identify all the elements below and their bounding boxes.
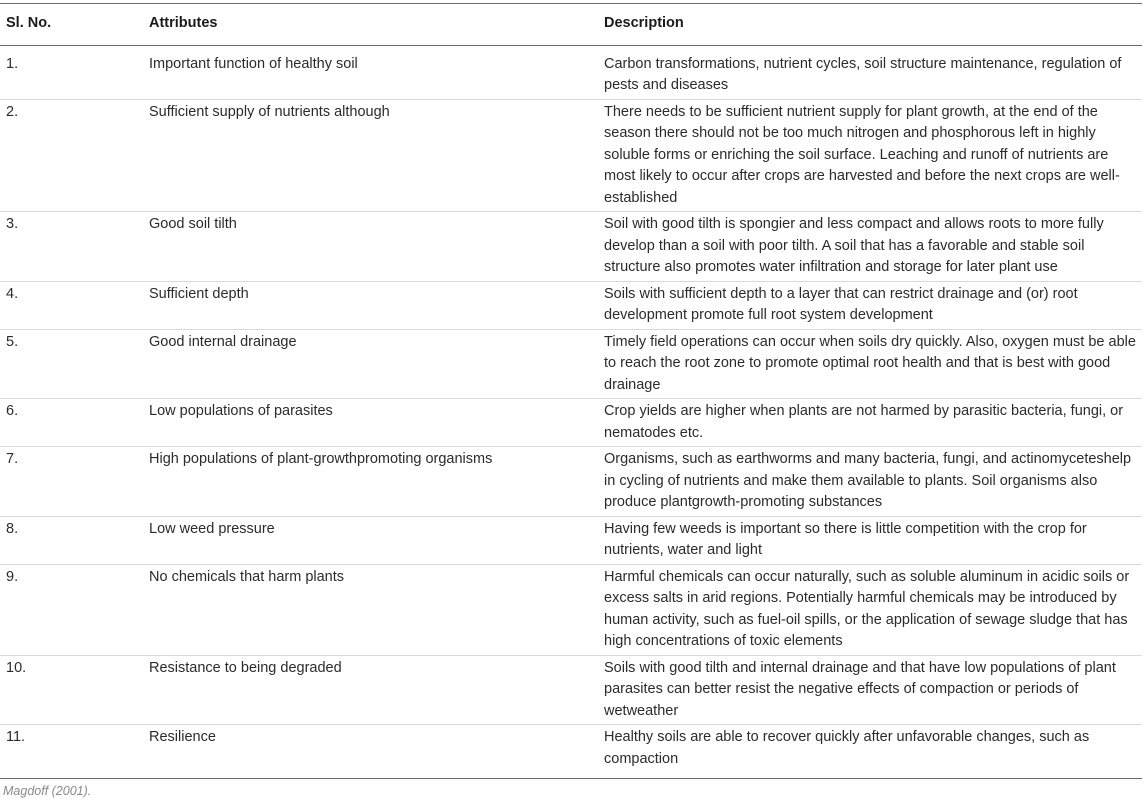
row-attribute: Sufficient depth	[143, 281, 598, 329]
table-row	[0, 399, 1142, 447]
table-row	[0, 45, 1142, 99]
table-row	[0, 99, 1142, 212]
header-sl-no: Sl. No.	[0, 4, 143, 46]
row-number: 2.	[0, 99, 143, 212]
row-description: Harmful chemicals can occur naturally, such as soluble aluminum in acidic soils or excess salts in arid regions. Potentially harmful chemicals may be introduced by human activity, such as fuel-oil spills, or the application of sewage sludge that has high concentrations of toxic elements	[598, 564, 1142, 655]
row-description: Crop yields are higher when plants are not harmed by parasitic bacteria, fungi, or nematodes etc.	[598, 399, 1142, 447]
row-attribute: Good soil tilth	[143, 212, 598, 282]
row-description: Soils with sufficient depth to a layer that can restrict drainage and (or) root development promote full root system development	[598, 281, 1142, 329]
table-row	[0, 516, 1142, 564]
row-attribute: High populations of plant-growthpromoting organisms	[143, 447, 598, 517]
row-attribute: Resistance to being degraded	[143, 655, 598, 725]
table-row	[0, 212, 1142, 282]
table-row	[0, 329, 1142, 399]
row-number: 8.	[0, 516, 143, 564]
row-number: 3.	[0, 212, 143, 282]
table-header	[0, 4, 1142, 46]
row-number: 5.	[0, 329, 143, 399]
row-attribute: Sufficient supply of nutrients although	[143, 99, 598, 212]
row-number: 10.	[0, 655, 143, 725]
soil-attributes-table	[0, 3, 1142, 779]
row-description: There needs to be sufficient nutrient supply for plant growth, at the end of the season there should not be too much nitrogen and phosphorous left in highly soluble forms or enriching the soil surface. Leaching and runoff of nutrients are most likely to occur after crops are harvested and before the next crops are well-established	[598, 99, 1142, 212]
row-number: 11.	[0, 725, 143, 779]
row-description: Soils with good tilth and internal drainage and that have low populations of plant parasites can better resist the negative effects of compaction or periods of wetweather	[598, 655, 1142, 725]
row-attribute: Resilience	[143, 725, 598, 779]
row-attribute: Low weed pressure	[143, 516, 598, 564]
table-row	[0, 281, 1142, 329]
row-number: 4.	[0, 281, 143, 329]
row-number: 1.	[0, 45, 143, 99]
header-attributes: Attributes	[143, 4, 598, 46]
row-attribute: Good internal drainage	[143, 329, 598, 399]
row-description: Organisms, such as earthworms and many bacteria, fungi, and actinomyceteshelp in cycling of nutrients and make them available to plants. Soil organisms also produce plantgrowth-promoting substances	[598, 447, 1142, 517]
row-attribute: Low populations of parasites	[143, 399, 598, 447]
row-description: Healthy soils are able to recover quickly after unfavorable changes, such as compaction	[598, 725, 1142, 779]
table-row	[0, 564, 1142, 655]
row-number: 7.	[0, 447, 143, 517]
header-row	[0, 4, 1142, 46]
header-description: Description	[598, 4, 1142, 46]
row-attribute: Important function of healthy soil	[143, 45, 598, 99]
row-description: Having few weeds is important so there is little competition with the crop for nutrients, water and light	[598, 516, 1142, 564]
row-description: Carbon transformations, nutrient cycles, soil structure maintenance, regulation of pests and diseases	[598, 45, 1142, 99]
row-description: Soil with good tilth is spongier and less compact and allows roots to more fully develop than a soil with poor tilth. A soil that has a favorable and stable soil structure also promotes water infiltration and storage for later plant use	[598, 212, 1142, 282]
table-row	[0, 447, 1142, 517]
table-row	[0, 725, 1142, 779]
table-body	[0, 45, 1142, 779]
row-number: 9.	[0, 564, 143, 655]
row-description: Timely field operations can occur when soils dry quickly. Also, oxygen must be able to reach the root zone to promote optimal root health and that is best with good drainage	[598, 329, 1142, 399]
row-attribute: No chemicals that harm plants	[143, 564, 598, 655]
table-caption: Magdoff (2001).	[3, 784, 92, 798]
table-row	[0, 655, 1142, 725]
row-number: 6.	[0, 399, 143, 447]
